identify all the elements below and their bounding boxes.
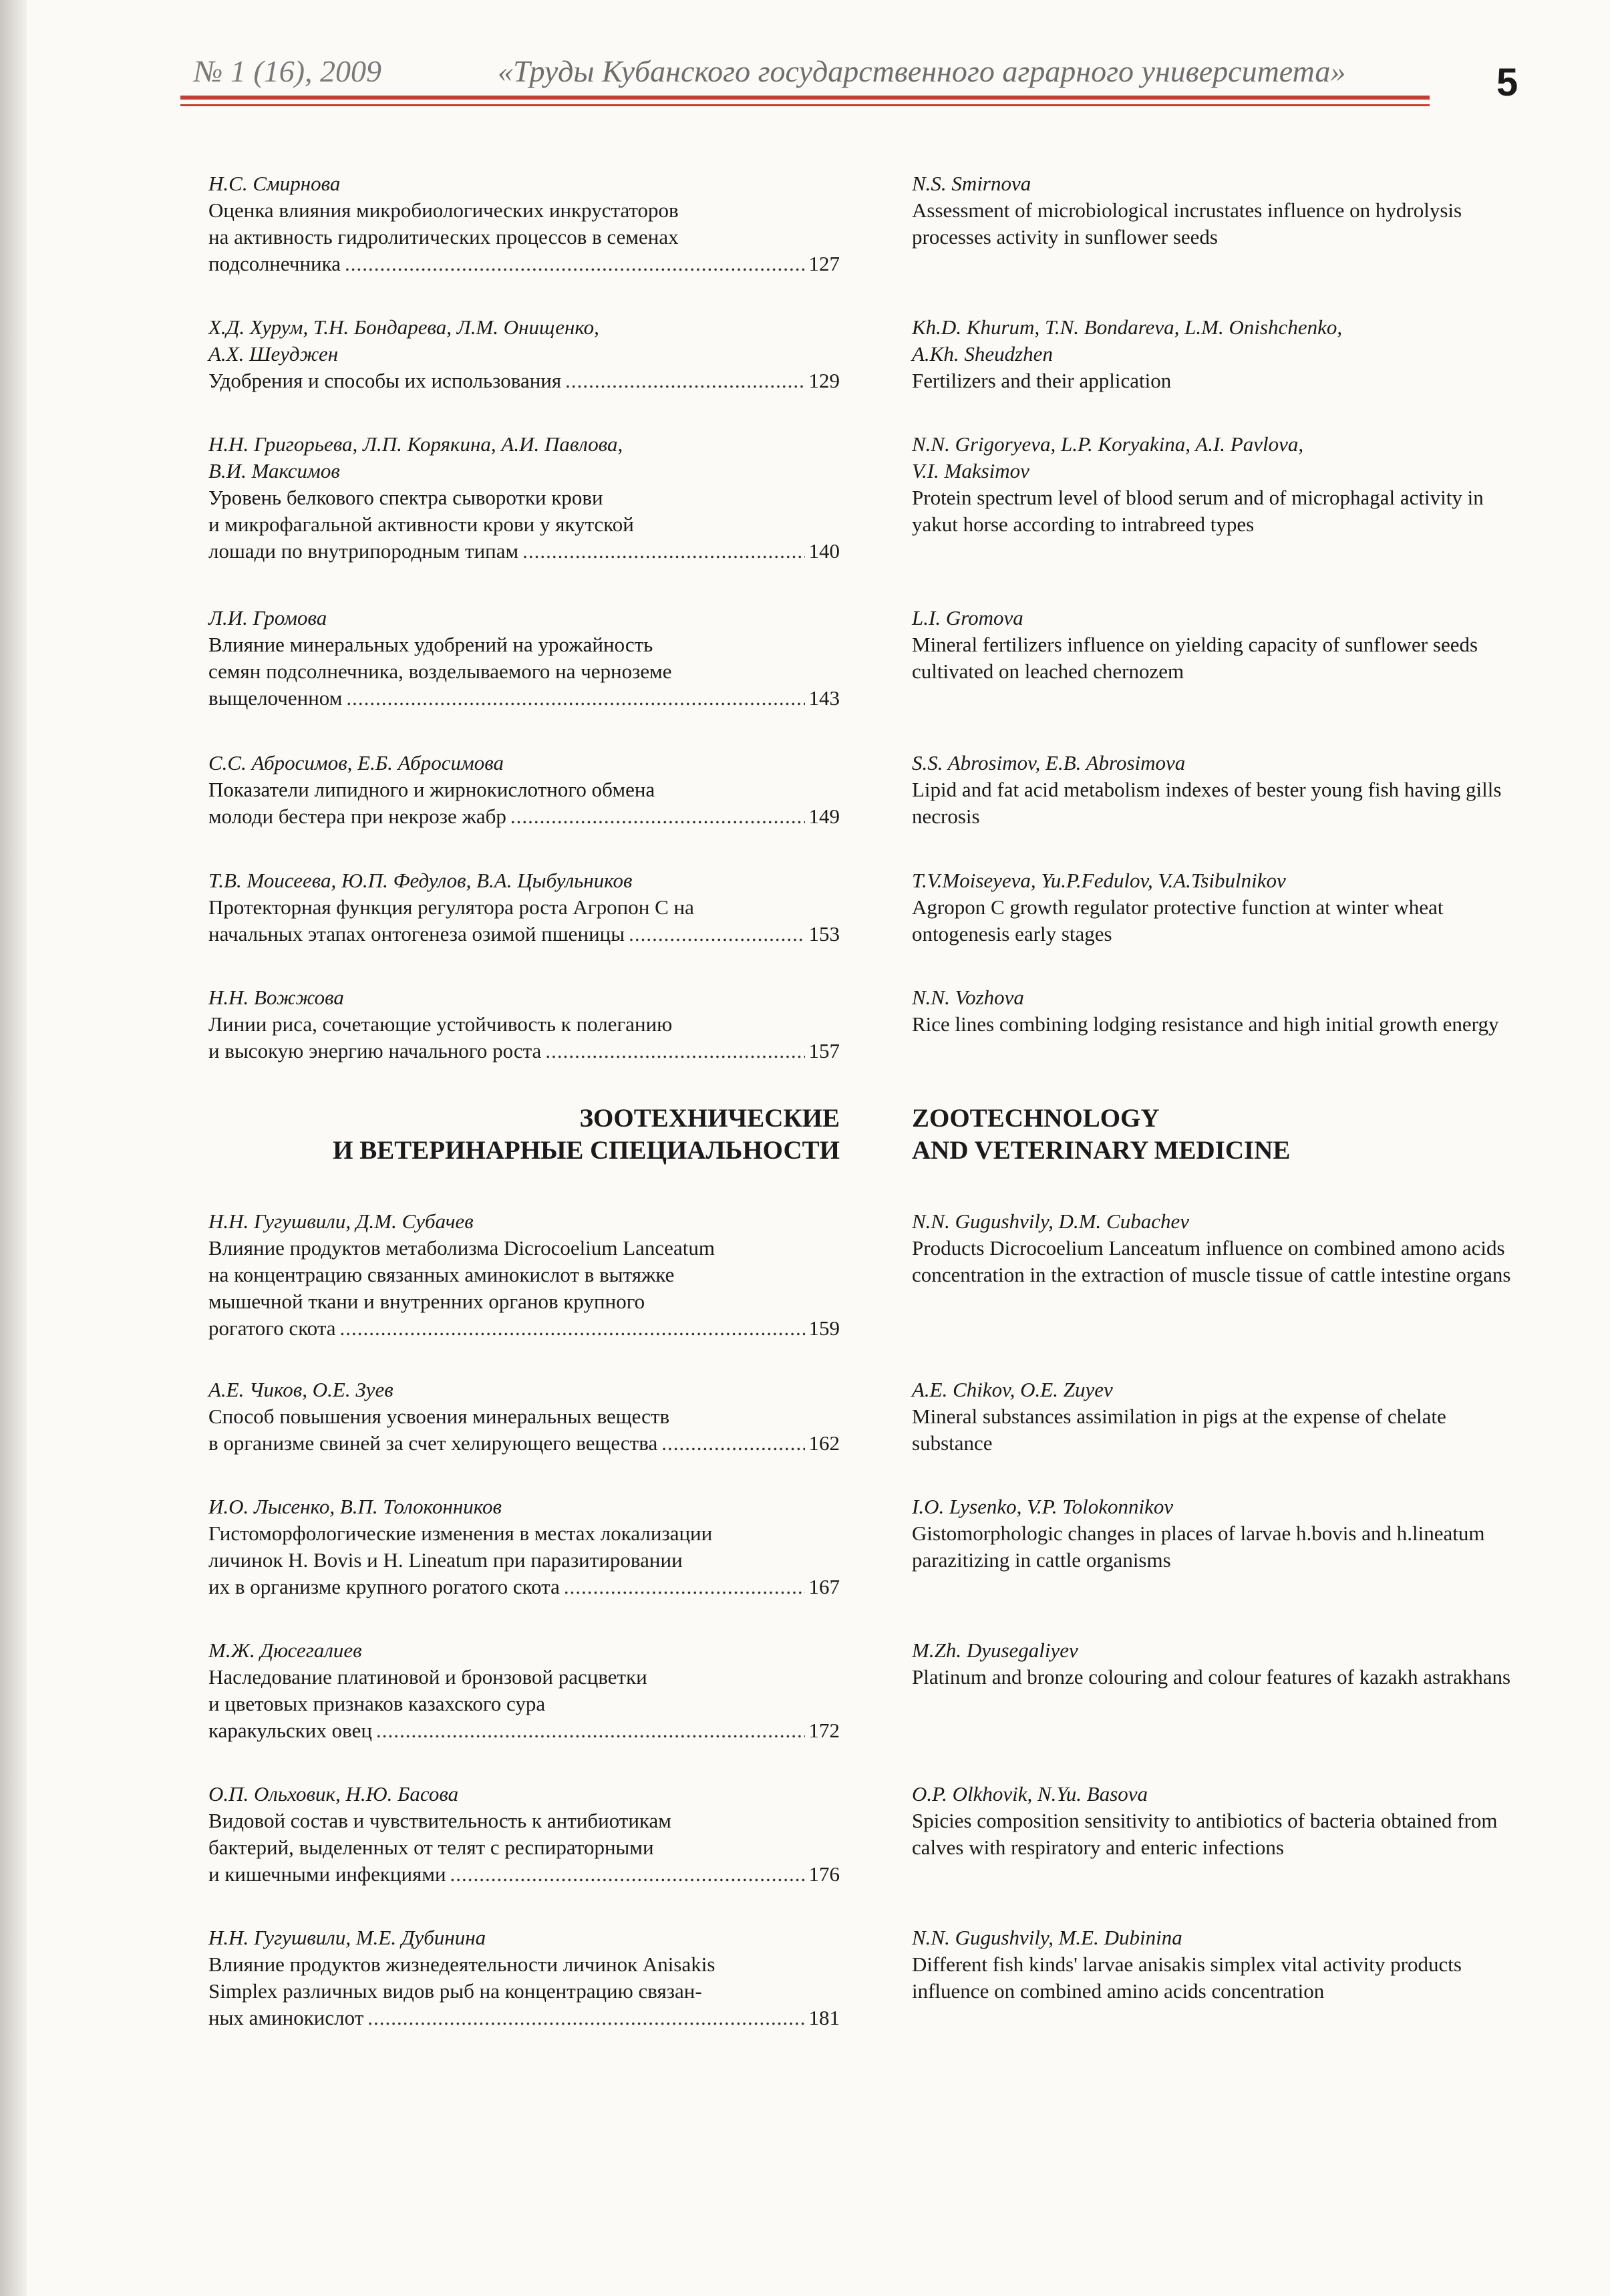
entry-title: Rice lines combining lodging resistance and high initial growth energy (912, 1012, 1499, 1036)
entry-authors-cont: В.И. Максимов (208, 459, 340, 482)
toc-entry-ru (208, 170, 840, 277)
section-heading-line: ЗООТЕХНИЧЕСКИЕ (579, 1104, 840, 1133)
entry-page: 176 (808, 1862, 840, 1886)
entry-authors-cont: А.Х. Шеуджен (208, 342, 339, 366)
entry-authors: T.V.Moiseyeva, Yu.P.Fedulov, V.A.Tsibulnikov (912, 869, 1286, 892)
entry-authors: Н.Н. Гугушвили, Д.М. Субачев (208, 1209, 474, 1233)
page-number: 5 (1496, 61, 1518, 104)
toc-entry-en (912, 605, 1513, 685)
entry-title-last: каракульских овец (208, 1719, 372, 1742)
journal-title: «Труды Кубанского государственного аграрного университета» (498, 54, 1346, 88)
entry-page: 167 (808, 1575, 840, 1598)
leader-dots (565, 368, 804, 394)
leader-dots (345, 251, 805, 277)
entry-authors: N.N. Vozhova (912, 986, 1024, 1009)
entry-page: 127 (808, 252, 840, 275)
toc-entry-ru (208, 1377, 840, 1457)
entry-title-line: бактерий, выделенных от телят с респираторными (208, 1836, 654, 1859)
leader-dots (376, 1717, 805, 1744)
entry-title-line: Уровень белкового спектра сыворотки крови (208, 486, 603, 509)
entry-leader-line (208, 251, 840, 277)
toc-entry-en (912, 1208, 1513, 1288)
entry-authors: А.Е. Чиков, О.Е. Зуев (208, 1378, 393, 1401)
section-heading-line: AND VETERINARY MEDICINE (912, 1136, 1291, 1165)
entry-authors: М.Ж. Дюсегалиев (208, 1638, 362, 1662)
entry-page: 159 (808, 1316, 840, 1340)
entry-page: 162 (808, 1431, 840, 1455)
entry-authors: L.I. Gromova (912, 606, 1023, 629)
entry-title: Gistomorphologic changes in places of larvae h.bovis and h.lineatum parazitizing in cattle organisms (912, 1522, 1485, 1572)
section-heading-line: ZOOTECHNOLOGY (912, 1104, 1160, 1133)
entry-title-last: начальных этапах онтогенеза озимой пшеницы (208, 922, 625, 946)
entry-title-line: семян подсолнечника, возделываемого на черноземе (208, 660, 672, 683)
leader-dots (346, 685, 804, 712)
entry-title-last: молоди бестера при некрозе жабр (208, 805, 506, 828)
section-heading-ru (208, 1103, 840, 1167)
entry-title-last: рогатого скота (208, 1316, 336, 1340)
entry-title: Assessment of microbiological incrustates influence on hydrolysis processes activity in sunflower seeds (912, 198, 1462, 249)
entry-title-line: на концентрацию связанных аминокислот в вытяжке (208, 1263, 675, 1286)
toc-entry-ru (208, 1493, 840, 1600)
entry-title-last: ных аминокислот (208, 2006, 364, 2029)
entry-authors: A.E. Chikov, O.E. Zuyev (912, 1378, 1113, 1401)
leader-dots (661, 1430, 804, 1457)
entry-authors: Н.Н. Вожжова (208, 986, 344, 1009)
toc-entry-ru (208, 750, 840, 830)
entry-title-line: Гистоморфологические изменения в местах локализации (208, 1522, 713, 1545)
toc-entry-en (912, 1637, 1513, 1691)
entry-title-line: Влияние продуктов метаболизма Dicrocoelium Lanceatum (208, 1236, 715, 1260)
header-rule-thin (180, 104, 1430, 106)
entry-title: Fertilizers and their application (912, 369, 1172, 392)
toc-entry-ru (208, 1781, 840, 1888)
entry-title-line: Видовой состав и чувствительность к антибиотикам (208, 1809, 671, 1832)
entry-title-line: на активность гидролитических процессов в семенах (208, 225, 679, 249)
entry-leader-line (208, 1315, 840, 1342)
entry-page: 140 (808, 539, 840, 563)
leader-dots (510, 803, 805, 830)
toc-entry-ru (208, 431, 840, 565)
entry-authors: Н.С. Смирнова (208, 172, 341, 195)
entry-authors: O.P. Olkhovik, N.Yu. Basova (912, 1782, 1148, 1806)
entry-title-last: лошади по внутрипородным типам (208, 539, 519, 563)
leader-dots (545, 1038, 804, 1064)
entry-leader-line (208, 1861, 840, 1888)
entry-leader-line (208, 368, 840, 394)
entry-title-line: и микрофагальной активности крови у якутской (208, 513, 634, 536)
entry-authors: I.O. Lysenko, V.P. Tolokonnikov (912, 1495, 1174, 1518)
section-heading-en (912, 1103, 1513, 1167)
entry-authors: С.С. Абросимов, Е.Б. Абросимова (208, 751, 504, 774)
entry-authors: Х.Д. Хурум, Т.Н. Бондарева, Л.М. Онищенко, (208, 315, 599, 339)
entry-leader-line (208, 1574, 840, 1600)
entry-title: Spicies composition sensitivity to antibiotics of bacteria obtained from calves with respiratory and enteric infections (912, 1809, 1498, 1859)
entry-leader-line (208, 1038, 840, 1064)
toc-entry-en (912, 750, 1513, 830)
toc-entry-ru (208, 1637, 840, 1744)
entry-title-last: и высокую энергию начального роста (208, 1039, 542, 1062)
entry-authors: M.Zh. Dyusegaliyev (912, 1638, 1078, 1662)
toc-entry-en (912, 1493, 1513, 1574)
entry-authors: Л.И. Громова (208, 606, 327, 629)
entry-authors: S.S. Abrosimov, E.B. Abrosimova (912, 751, 1186, 774)
entry-title-line: Показатели липидного и жирнокислотного обмена (208, 778, 655, 801)
entry-leader-line (208, 538, 840, 565)
entry-authors: Н.Н. Гугушвили, М.Е. Дубинина (208, 1926, 486, 1949)
leader-dots (367, 2005, 804, 2031)
toc-entry-en (912, 984, 1513, 1038)
entry-title: Products Dicrocoelium Lanceatum influence on combined amono acids concentration in the extraction of muscle tissue of cattle intestine organs (912, 1236, 1511, 1286)
entry-title-last: в организме свиней за счет хелирующего вещества (208, 1431, 658, 1455)
toc-entry-en (912, 1924, 1513, 2005)
toc-entry-ru (208, 867, 840, 948)
entry-leader-line (208, 2005, 840, 2031)
toc-entry-ru (208, 314, 840, 394)
entry-leader-line (208, 1717, 840, 1744)
entry-title-line: мышечной ткани и внутренних органов крупного (208, 1290, 645, 1313)
entry-title-last: и кишечными инфекциями (208, 1862, 446, 1886)
toc-entry-ru (208, 605, 840, 712)
entry-authors: И.О. Лысенко, В.П. Толоконников (208, 1495, 502, 1518)
entry-authors: Н.Н. Григорьева, Л.П. Корякина, А.И. Павлова, (208, 432, 623, 456)
entry-title: Protein spectrum level of blood serum and of microphagal activity in yakut horse according to intrabreed types (912, 486, 1484, 536)
entry-title-line: Наследование платиновой и бронзовой расцветки (208, 1665, 647, 1689)
entry-leader-line (208, 685, 840, 712)
entry-title-line: Протекторная функция регулятора роста Агропон С на (208, 895, 694, 919)
entry-title-line: Simplex различных видов рыб на концентрацию связан- (208, 1979, 702, 2003)
entry-authors: Kh.D. Khurum, T.N. Bondareva, L.M. Onishchenko, (912, 315, 1343, 339)
entry-title-line: Влияние продуктов жизнедеятельности личинок Anisakis (208, 1953, 715, 1976)
entry-title: Different fish kinds' larvae anisakis simplex vital activity products influence on combined amino acids concentration (912, 1953, 1462, 2003)
entry-authors: N.N. Gugushvily, M.E. Dubinina (912, 1926, 1182, 1949)
page-edge-shadow (0, 0, 27, 2296)
entry-title-line: Линии риса, сочетающие устойчивость к полеганию (208, 1012, 673, 1036)
toc-entry-en (912, 867, 1513, 948)
entry-authors: N.N. Grigoryeva, L.P. Koryakina, A.I. Pavlova, (912, 432, 1304, 456)
toc-entry-ru (208, 1208, 840, 1342)
entry-title: Agropon C growth regulator protective function at winter wheat ontogenesis early stages (912, 895, 1444, 946)
toc-entry-en (912, 170, 1513, 251)
toc-entry-en (912, 431, 1513, 538)
entry-title-last: их в организме крупного рогатого скота (208, 1575, 560, 1598)
entry-title-last: выщелоченном (208, 686, 343, 710)
leader-dots (564, 1574, 805, 1600)
entry-page: 181 (808, 2006, 840, 2029)
entry-authors: О.П. Ольховик, Н.Ю. Басова (208, 1782, 459, 1806)
toc-entry-ru (208, 984, 840, 1064)
leader-dots (629, 921, 804, 948)
entry-authors-cont: A.Kh. Sheudzhen (912, 342, 1053, 366)
issue-number: № 1 (16), 2009 (194, 54, 382, 88)
entry-title: Platinum and bronze colouring and colour features of kazakh astrakhans (912, 1665, 1511, 1689)
toc-entry-ru (208, 1924, 840, 2031)
toc-entry-en (912, 1781, 1513, 1861)
entry-page: 157 (808, 1039, 840, 1062)
entry-title: Mineral substances assimilation in pigs at the expense of chelate substance (912, 1405, 1446, 1455)
entry-authors: Т.В. Моисеева, Ю.П. Федулов, В.А. Цыбульников (208, 869, 633, 892)
toc-entry-en (912, 314, 1513, 394)
entry-page: 143 (808, 686, 840, 710)
entry-title-line: личинок H. Bovis и H. Lineatum при паразитировании (208, 1548, 683, 1572)
entry-title-line: Оценка влияния микробиологических инкрустаторов (208, 198, 679, 222)
entry-leader-line (208, 1430, 840, 1457)
leader-dots (340, 1315, 805, 1342)
entry-title-last: Удобрения и способы их использования (208, 369, 562, 392)
entry-page: 129 (808, 369, 840, 392)
entry-title-line: Способ повышения усвоения минеральных веществ (208, 1405, 670, 1428)
leader-dots (450, 1861, 805, 1888)
entry-page: 172 (808, 1719, 840, 1742)
entry-leader-line (208, 921, 840, 948)
entry-leader-line (208, 803, 840, 830)
header-rule-thick (180, 96, 1430, 100)
entry-title: Mineral fertilizers influence on yielding capacity of sunflower seeds cultivated on leached chernozem (912, 633, 1478, 683)
toc-entry-en (912, 1377, 1513, 1457)
entry-authors-cont: V.I. Maksimov (912, 459, 1029, 482)
entry-authors: N.S. Smirnova (912, 172, 1031, 195)
entry-title: Lipid and fat acid metabolism indexes of bester young fish having gills necrosis (912, 778, 1502, 828)
entry-title-last: подсолнечника (208, 252, 341, 275)
entry-page: 153 (808, 922, 840, 946)
entry-authors: N.N. Gugushvily, D.M. Cubachev (912, 1209, 1190, 1233)
entry-title-line: Влияние минеральных удобрений на урожайность (208, 633, 653, 656)
leader-dots (522, 538, 804, 565)
entry-title-line: и цветовых признаков казахского сура (208, 1692, 546, 1715)
entry-page: 149 (808, 805, 840, 828)
section-heading-line: И ВЕТЕРИНАРНЫЕ СПЕЦИАЛЬНОСТИ (333, 1136, 840, 1165)
